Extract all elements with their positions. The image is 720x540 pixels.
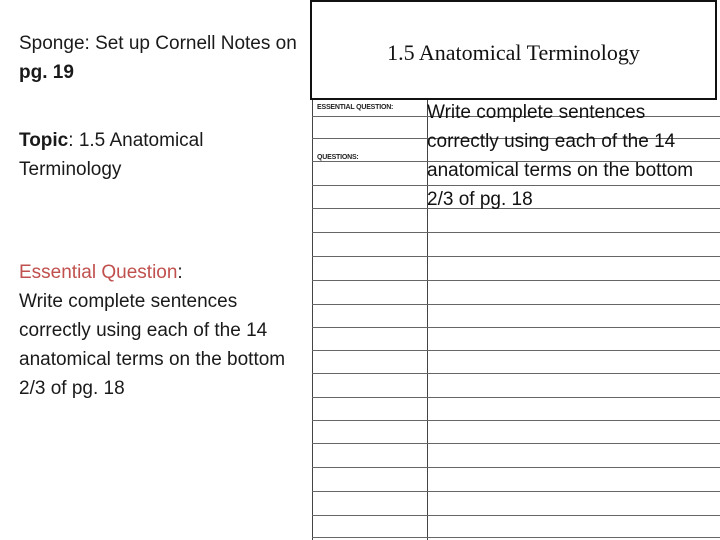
ruled-line xyxy=(312,373,720,374)
ruled-line xyxy=(312,350,720,351)
ruled-line xyxy=(312,327,720,328)
sponge-page: pg. 19 xyxy=(19,62,74,83)
essential-question-label: Essential Question xyxy=(19,262,178,283)
essential-question-body: Write complete sentences correctly using each of the 14 anatomical terms on the bottom 2/3 of pg. 18 xyxy=(19,291,286,399)
ruled-line xyxy=(312,420,720,421)
ruled-line xyxy=(312,280,720,281)
ruled-line xyxy=(312,397,720,398)
ruled-line xyxy=(312,491,720,492)
ruled-line xyxy=(312,304,720,305)
ruled-line xyxy=(312,467,720,468)
ruled-line xyxy=(312,232,720,233)
ruled-line xyxy=(312,537,720,538)
lesson-title: 1.5 Anatomical Terminology xyxy=(387,40,640,65)
sheet-essential-question-label: ESSENTIAL QUESTION: xyxy=(317,104,394,111)
sheet-questions-label: QUESTIONS: xyxy=(317,154,359,161)
topic-label: Topic xyxy=(19,130,69,151)
title-box xyxy=(310,0,717,100)
sponge-text xyxy=(19,29,309,87)
essential-question-colon: : xyxy=(177,262,183,283)
topic-text xyxy=(19,126,309,184)
ruled-line xyxy=(312,443,720,444)
sheet-instructions-text: Write complete sentences correctly using each of the 14 anatomical terms on the bottom 2/3 of pg. 18 xyxy=(427,102,694,210)
ruled-line xyxy=(312,256,720,257)
title-box-top-border xyxy=(310,0,717,2)
sheet-left-edge xyxy=(312,100,313,540)
sponge-prefix: Sponge: Set up Cornell Notes on xyxy=(19,33,297,54)
topic-value: : 1.5 Anatomical Terminology xyxy=(19,130,204,180)
essential-question-text xyxy=(19,258,309,403)
ruled-line xyxy=(312,515,720,516)
